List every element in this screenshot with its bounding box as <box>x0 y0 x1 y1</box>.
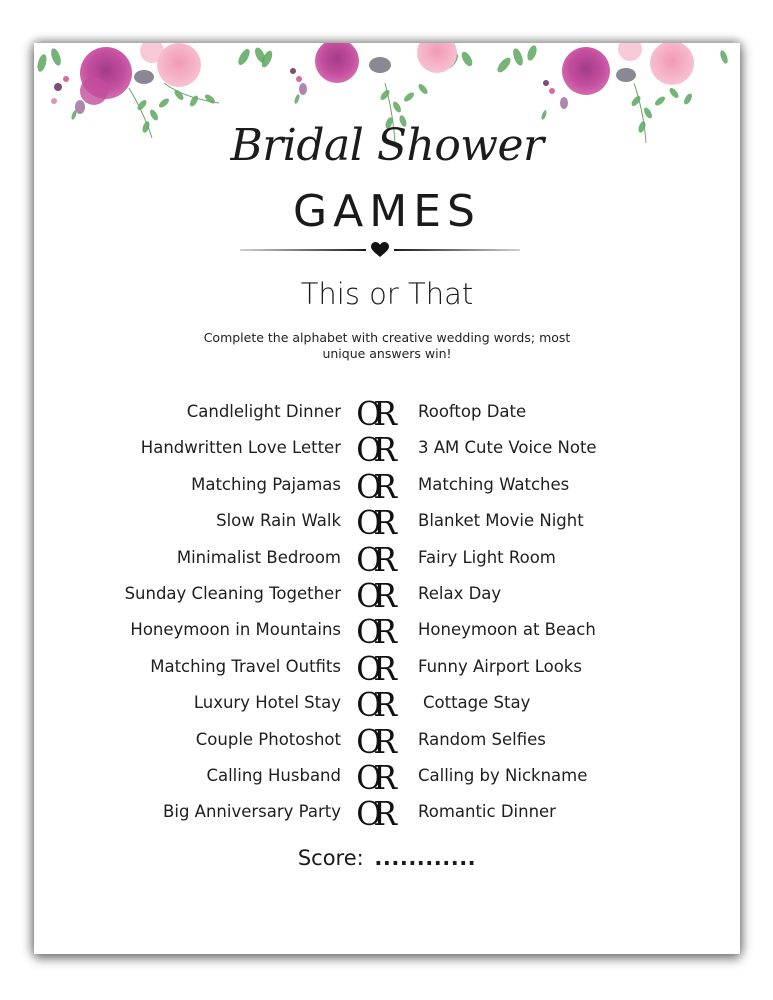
or-separator: OR <box>356 466 389 506</box>
choice-row <box>34 614 740 650</box>
or-separator: OR <box>356 503 389 543</box>
choice-left[interactable]: Candlelight Dinner <box>186 402 341 421</box>
or-separator: OR <box>356 539 389 579</box>
choice-left[interactable]: Honeymoon in Mountains <box>130 620 341 640</box>
choice-right[interactable]: Relax Day <box>418 583 502 603</box>
choice-right[interactable]: Matching Watches <box>418 474 570 494</box>
choice-right[interactable]: Rooftop Date <box>418 402 527 421</box>
choice-left[interactable]: Slow Rain Walk <box>216 511 341 531</box>
choice-row <box>34 796 740 832</box>
printable-sheet <box>34 43 740 954</box>
score-label: Score: <box>297 846 364 870</box>
or-separator: OR <box>356 648 389 688</box>
choice-row <box>34 396 740 432</box>
choice-left[interactable]: Minimalist Bedroom <box>176 547 341 567</box>
choice-row <box>34 721 740 761</box>
choice-row <box>34 539 740 579</box>
choice-row <box>34 575 740 615</box>
choice-right[interactable]: Calling by Nickname <box>418 765 588 785</box>
games-heading: GAMES <box>293 186 481 237</box>
heart-icon <box>371 242 389 258</box>
game-title: This or That <box>300 277 474 311</box>
script-title: Bridal Shower <box>230 120 544 171</box>
game-instructions: Complete the alphabet with creative wedding words; most unique answers win! <box>203 330 571 361</box>
choice-left[interactable]: Matching Pajamas <box>191 474 341 494</box>
choice-right[interactable]: Fairy Light Room <box>418 547 556 567</box>
choice-right[interactable]: 3 AM Cute Voice Note <box>418 438 597 458</box>
choice-right[interactable]: Cottage Stay <box>423 693 531 713</box>
or-separator: OR <box>356 794 389 834</box>
choice-row <box>34 432 740 468</box>
score-line <box>34 846 740 870</box>
choice-left[interactable]: Sunday Cleaning Together <box>124 583 341 603</box>
divider-line-right <box>394 249 520 251</box>
choice-right[interactable]: Blanket Movie Night <box>418 511 584 531</box>
this-or-that-list <box>34 396 740 833</box>
or-separator: OR <box>356 394 389 433</box>
divider-line-left <box>240 249 366 251</box>
or-separator: OR <box>356 575 389 615</box>
choice-left[interactable]: Handwritten Love Letter <box>140 438 341 458</box>
choice-left[interactable]: Luxury Hotel Stay <box>193 693 341 713</box>
choice-left[interactable]: Big Anniversary Party <box>163 802 341 822</box>
choice-right[interactable]: Random Selfies <box>418 729 546 749</box>
choice-row <box>34 466 740 506</box>
choice-left[interactable]: Couple Photoshot <box>195 729 341 749</box>
choice-left[interactable]: Matching Travel Outfits <box>150 656 341 676</box>
or-separator: OR <box>356 757 389 797</box>
choice-row <box>34 648 740 688</box>
or-separator: OR <box>356 721 389 761</box>
heart-divider <box>240 242 520 258</box>
score-blank-field[interactable]: ............ <box>374 846 477 870</box>
choice-right[interactable]: Romantic Dinner <box>418 802 556 822</box>
or-separator: OR <box>356 685 389 725</box>
choice-row <box>34 505 740 541</box>
choice-row <box>34 757 740 797</box>
choice-left[interactable]: Calling Husband <box>206 765 341 785</box>
choice-right[interactable]: Funny Airport Looks <box>418 656 582 676</box>
choice-row <box>34 687 740 723</box>
or-separator: OR <box>356 612 389 652</box>
or-separator: OR <box>356 430 389 470</box>
choice-right[interactable]: Honeymoon at Beach <box>418 620 596 640</box>
